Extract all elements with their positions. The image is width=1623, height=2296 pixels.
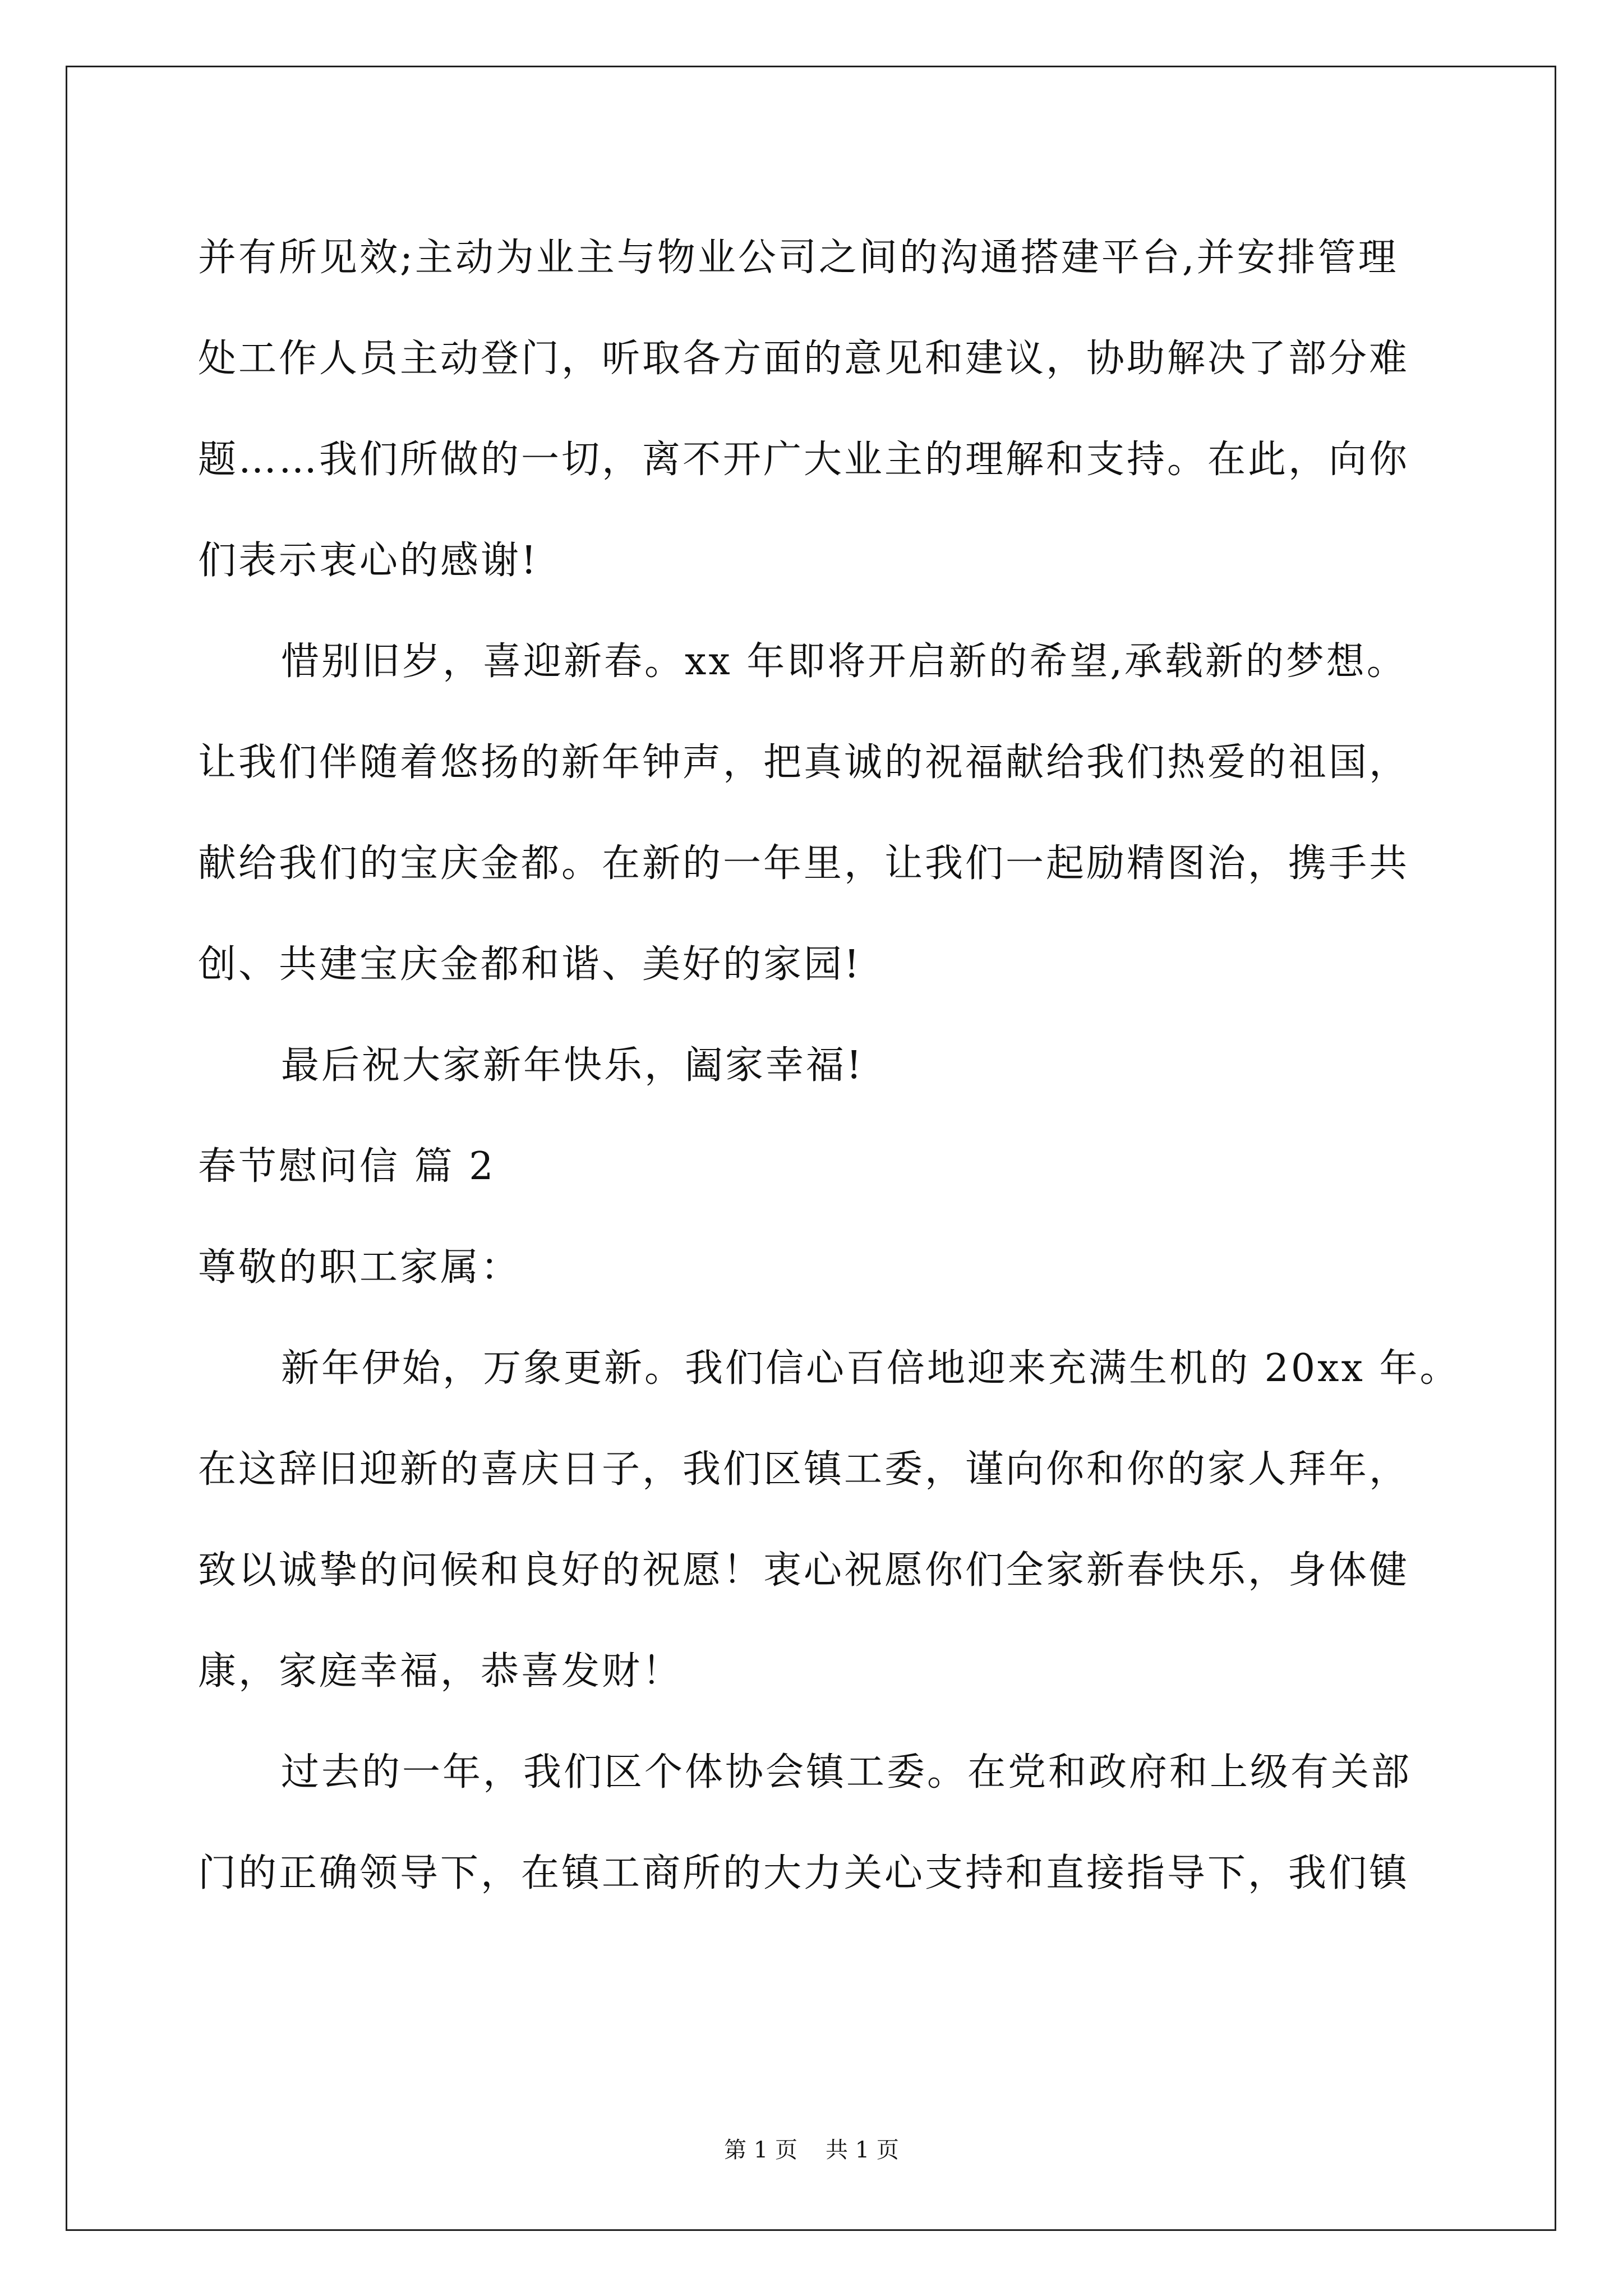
- paragraph-line: 创、共建宝庆金都和谐、美好的家园!: [198, 942, 862, 987]
- paragraph-line: 过去的一年，我们区个体协会镇工委。在党和政府和上级有关部: [281, 1750, 1412, 1795]
- page-total: 共 1 页: [826, 2137, 899, 2163]
- section-heading: 春节慰问信 篇 2: [198, 1144, 496, 1189]
- page-footer: [0, 2136, 1623, 2164]
- paragraph-line: 献给我们的宝庆金都。在新的一年里，让我们一起励精图治，携手共: [198, 841, 1410, 886]
- paragraph-line: 惜别旧岁，喜迎新春。xx 年即将开启新的希望,承载新的梦想。: [281, 639, 1407, 684]
- page-number: 第 1 页: [724, 2137, 797, 2163]
- salutation: 尊敬的职工家属：: [198, 1245, 522, 1290]
- paragraph-line: 最后祝大家新年快乐，阖家幸福!: [281, 1043, 864, 1088]
- document-body: [198, 208, 1460, 1924]
- paragraph-line: 门的正确领导下，在镇工商所的大力关心支持和直接指导下，我们镇: [198, 1851, 1410, 1895]
- paragraph-line: 康，家庭幸福，恭喜发财！: [198, 1649, 683, 1694]
- paragraph-line: 题……我们所做的一切，离不开广大业主的理解和支持。在此，向你: [198, 438, 1410, 482]
- paragraph-line: 在这辞旧迎新的喜庆日子，我们区镇工委，谨向你和你的家人拜年，: [198, 1447, 1410, 1492]
- paragraph-line: 处工作人员主动登门，听取各方面的意见和建议，协助解决了部分难: [198, 337, 1410, 381]
- paragraph-line: 让我们伴随着悠扬的新年钟声，把真诚的祝福献给我们热爱的祖国，: [198, 740, 1410, 785]
- paragraph-line: 新年伊始，万象更新。我们信心百倍地迎来充满生机的 20xx 年。: [281, 1346, 1460, 1391]
- paragraph-line: 们表示衷心的感谢!: [198, 539, 539, 583]
- paragraph-line: 并有所见效;主动为业主与物业公司之间的沟通搭建平台,并安排管理: [198, 236, 1399, 280]
- paragraph-line: 致以诚挚的问候和良好的祝愿！衷心祝愿你们全家新春快乐，身体健: [198, 1548, 1410, 1593]
